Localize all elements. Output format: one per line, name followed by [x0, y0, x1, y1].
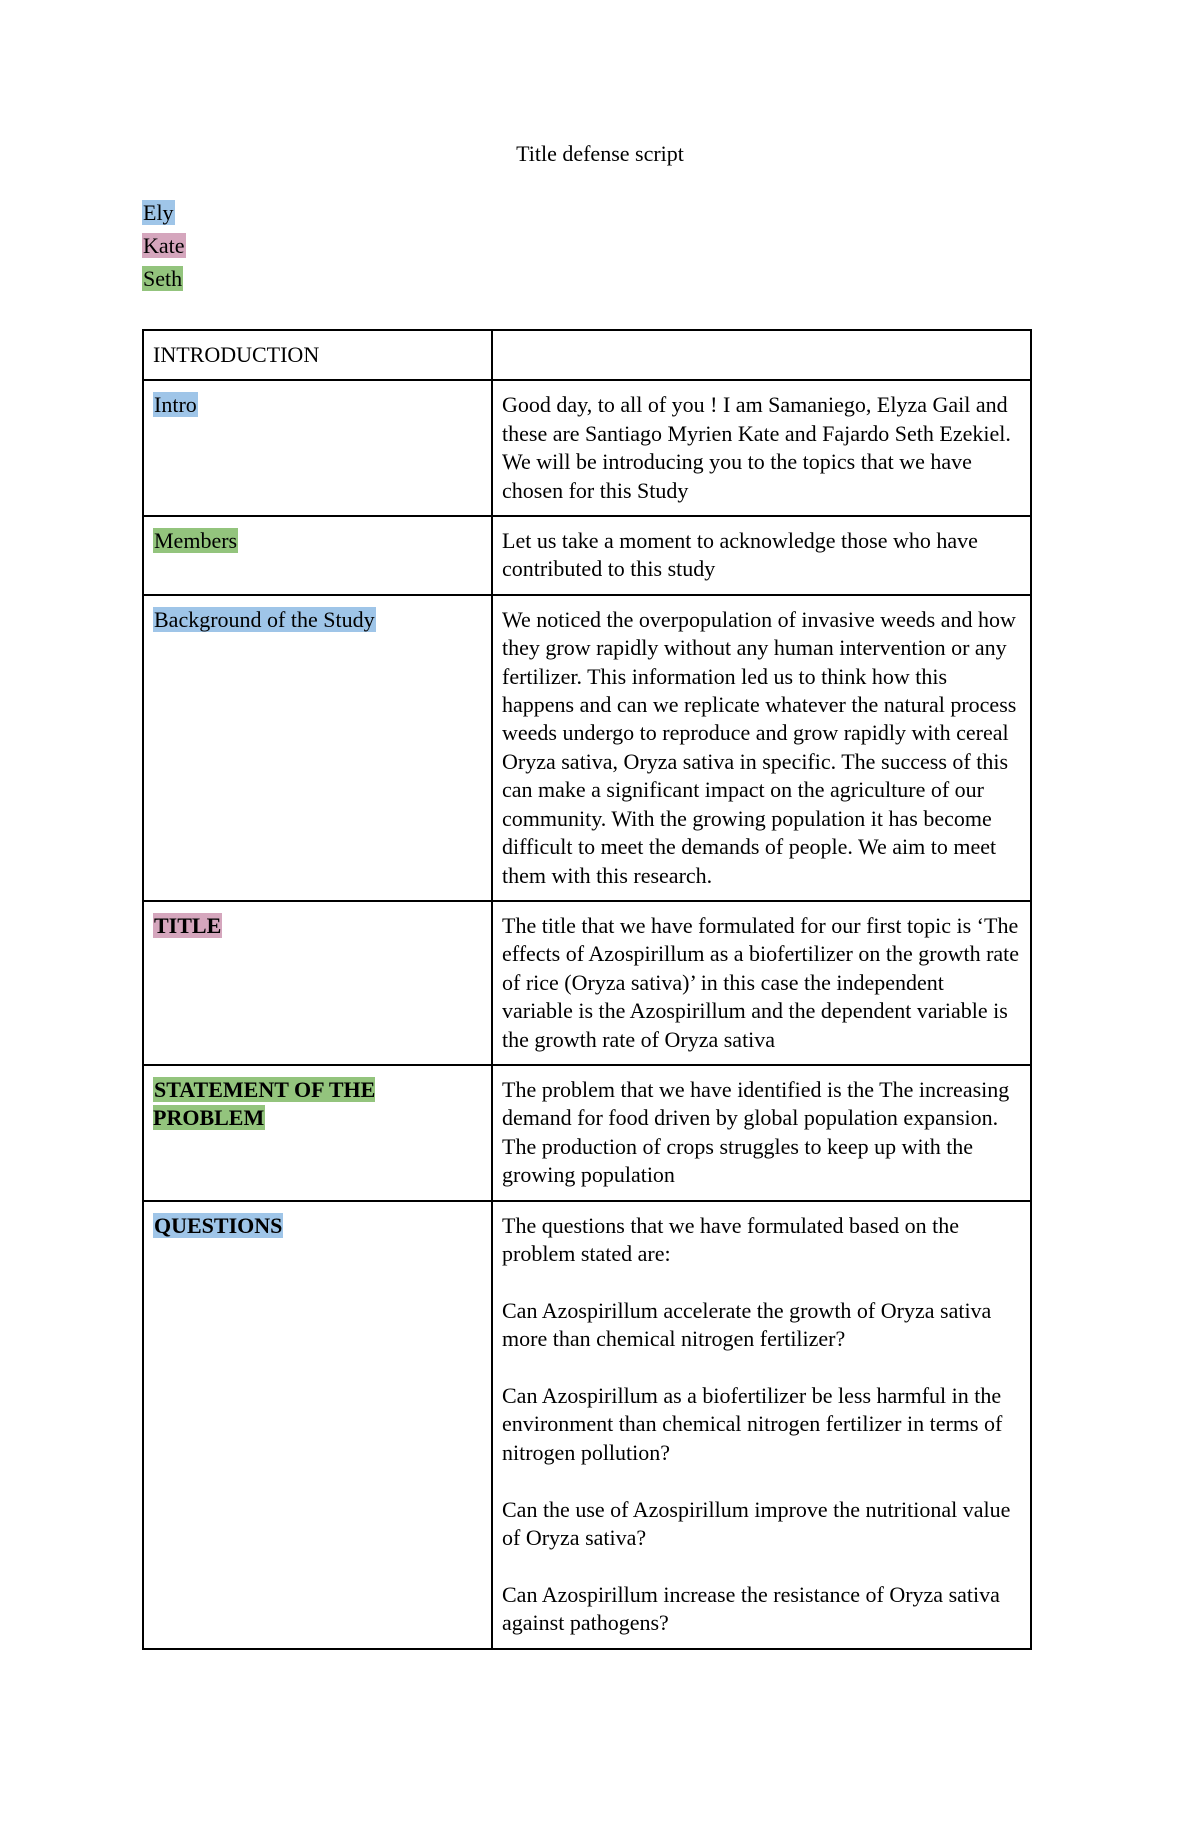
row-label-intro: Intro	[154, 392, 197, 418]
row-label-cell	[143, 1201, 492, 1649]
row-label-background: Background of the Study	[154, 606, 375, 632]
legend-label: Ely	[143, 200, 174, 225]
row-script-title: The title that we have formulated for our first topic is ‘The effects of Azospirillum as a biofertilizer on the growth rate of rice (Oryza sativa)’ in this case the independent variable is the Azospirillum and the dependent variable is the growth rate of Oryza sativa	[492, 901, 1031, 1065]
table-row-background	[143, 595, 1031, 901]
row-label-cell	[143, 380, 492, 516]
legend-label: Seth	[143, 266, 183, 291]
legend-label: Kate	[143, 233, 185, 258]
table-row-title	[143, 901, 1031, 1065]
table-row-questions	[143, 1201, 1031, 1649]
question-item: Can the use of Azospirillum improve the nutritional value of Oryza sativa?	[502, 1496, 1011, 1550]
row-script-background: We noticed the overpopulation of invasive weeds and how they grow rapidly without any human intervention or any fertilizer. This information led us to think how this happens and can we replicate whatever the natural process weeds undergo to reproduce and grow rapidly with cereal Oryza sativa, Oryza sativa in specific. The success of this can make a significant impact on the agriculture of our community. With the growing population it has become difficult to meet the demands of people. We aim to meet them with this research.	[492, 595, 1031, 901]
row-label-questions: QUESTIONS	[154, 1212, 283, 1238]
row-label-cell	[143, 595, 492, 901]
table-row-members	[143, 516, 1031, 595]
row-label-title: TITLE	[154, 912, 222, 938]
header-cell-empty	[492, 330, 1031, 380]
row-label-cell	[143, 516, 492, 595]
script-table	[142, 329, 1032, 1650]
question-item: Can Azospirillum as a biofertilizer be less harmful in the environment than chemical nitrogen fertilizer in terms of nitrogen pollution?	[502, 1382, 1003, 1465]
question-item: Can Azospirillum increase the resistance of Oryza sativa against pathogens?	[502, 1581, 1000, 1636]
question-item: Can Azospirillum accelerate the growth of Oryza sativa more than chemical nitrogen fertilizer?	[502, 1297, 992, 1352]
table-header-row	[143, 330, 1031, 380]
row-script-members: Let us take a moment to acknowledge those who have contributed to this study	[492, 516, 1031, 595]
row-script-statement: The problem that we have identified is the The increasing demand for food driven by global population expansion. The production of crops struggles to keep up with the growing population	[492, 1065, 1031, 1201]
row-label-members: Members	[154, 528, 238, 554]
row-label-statement: STATEMENT OF THE PROBLEM	[153, 1076, 376, 1131]
table-row-statement	[143, 1065, 1031, 1201]
row-label-cell	[143, 1065, 492, 1201]
questions-intro: The questions that we have formulated based on the problem stated are:	[502, 1212, 959, 1266]
legend-item-kate	[142, 229, 186, 262]
header-cell-section: INTRODUCTION	[143, 330, 492, 380]
legend-item-seth	[142, 262, 186, 295]
document-title: Title defense script	[516, 141, 684, 166]
row-label-cell	[143, 901, 492, 1065]
speaker-legend	[142, 196, 186, 295]
row-script-questions	[492, 1201, 1031, 1649]
row-script-intro: Good day, to all of you ! I am Samaniego, Elyza Gail and these are Santiago Myrien Kate and Fajardo Seth Ezekiel. We will be introducing you to the topics that we have chosen for this Study	[492, 380, 1031, 516]
table-row-intro	[143, 380, 1031, 516]
legend-item-ely	[142, 196, 186, 229]
